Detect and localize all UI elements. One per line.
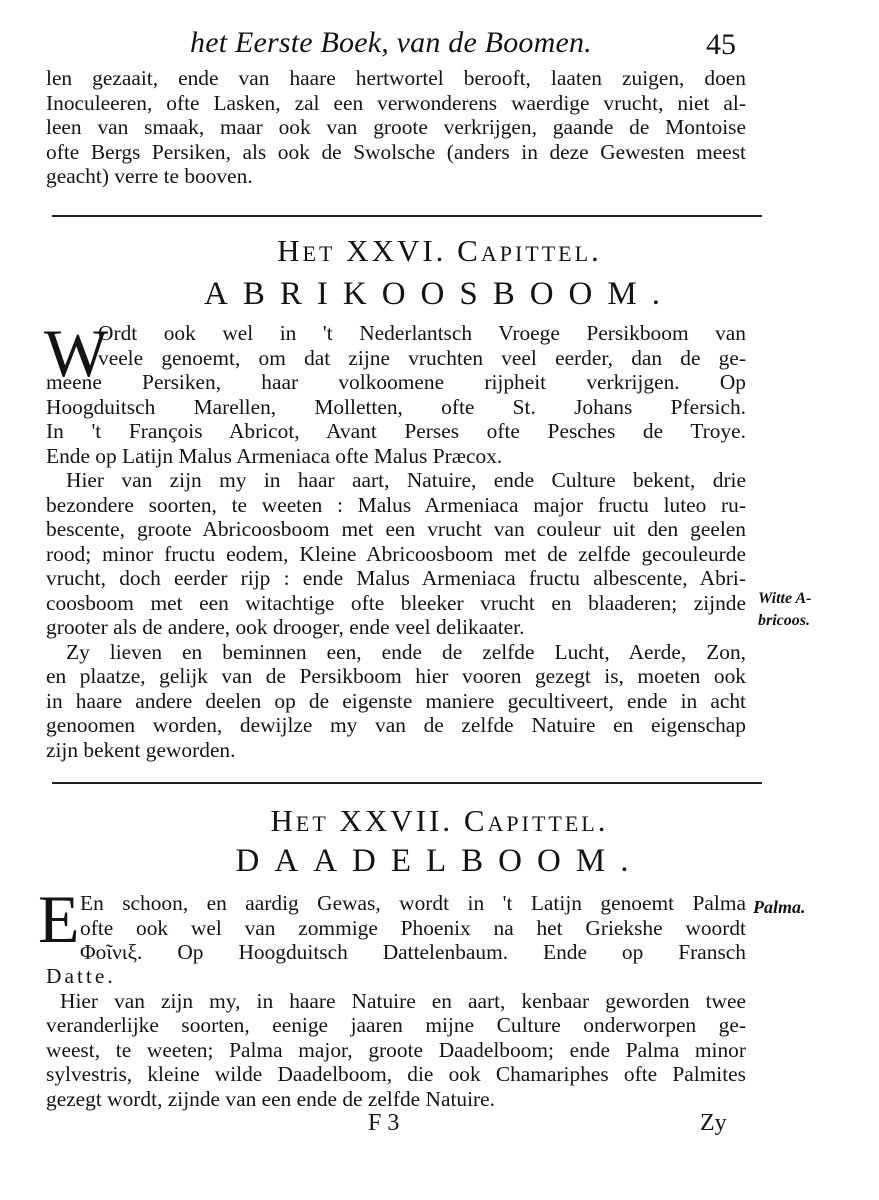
text-line: grooter als de andere, ook drooger, ende veel delikaater. bbox=[46, 615, 525, 639]
text-line: Ordt ook wel in 't Nederlantsch Vroege Persikboom van bbox=[98, 321, 746, 345]
text-line: geacht) verre te booven. bbox=[46, 164, 253, 188]
drop-cap-e: E bbox=[38, 881, 80, 957]
text-line: leen van smaak, maar ook van groote verkrijgen, gaande de Montoise bbox=[46, 115, 746, 139]
section-rule bbox=[52, 782, 762, 784]
text-line: bescente, groote Abricoosboom met een vrucht van couleur uit den geelen bbox=[46, 517, 746, 541]
text-line: veele genoemt, om dat zijne vruchten veel eerder, dan de ge- bbox=[98, 345, 746, 370]
margin-note-line: Palma. bbox=[753, 897, 806, 917]
running-head bbox=[0, 26, 879, 66]
signature-mark: F 3 bbox=[368, 1110, 400, 1136]
text-line: Datte. bbox=[46, 964, 116, 988]
text-line: meene Persiken, haar volkoomene rijpheit verkrijgen. Op bbox=[46, 370, 746, 394]
margin-note-line: bricoos. bbox=[758, 612, 810, 629]
text-line: weest, te weeten; Palma major, groote Daadelboom; ende Palma minor bbox=[46, 1037, 746, 1062]
chapter-heading-26: Het XXVI. Capittel. bbox=[277, 233, 602, 268]
text-line: ofte Bergs Persiken, als ook de Swolsche (anders in deze Gewesten meest bbox=[46, 139, 746, 164]
text-line: coosboom met een witachtige ofte bleeker vrucht en blaaderen; zijnde bbox=[46, 590, 746, 615]
text-line: bezondere soorten, te weeten : Malus Armeniaca major fructu luteo ru- bbox=[46, 492, 746, 517]
text-line: zijn bekent geworden. bbox=[46, 737, 236, 762]
text-line: len gezaait, ende van haare hertwortel berooft, laaten zuigen, doen bbox=[46, 66, 746, 90]
drop-cap-w: W bbox=[44, 315, 109, 391]
text-line: sylvestris, kleine wilde Daadelboom, die ook Chamariphes ofte Palmites bbox=[46, 1062, 746, 1086]
text-line: en plaatze, gelijk van de Persikboom hier vooren gezegt is, moeten ook bbox=[46, 664, 746, 688]
chapter-title-26: ABRIKOOSBOOM. bbox=[204, 276, 675, 312]
chapter27-indented-lines bbox=[80, 891, 746, 965]
margin-note-palma bbox=[753, 896, 806, 918]
text-line: gezegt wordt, zijnde van een ende de zelfde Natuire. bbox=[46, 1086, 495, 1111]
margin-note-line: Witte A- bbox=[758, 590, 812, 607]
text-line: Zy lieven en beminnen een, ende de zelfde Lucht, Aerde, Zon, bbox=[66, 639, 746, 664]
text-line: Hier van zijn my, in haare Natuire en aart, kenbaar geworden twee bbox=[60, 988, 746, 1013]
text-line: Ende op Latijn Malus Armeniaca ofte Malus Præcox. bbox=[46, 443, 503, 468]
text-line: in haare andere deelen op de eigenste maniere gecultiveert, ende in acht bbox=[46, 688, 746, 713]
chapter27-body bbox=[46, 964, 746, 1111]
text-line: Hier van zijn my in haar aart, Natuire, ende Culture bekent, drie bbox=[66, 468, 746, 492]
text-line: Hoogduitsch Marellen, Molletten, ofte St. Johans Pfersich. bbox=[46, 394, 746, 419]
chapter26-indented-lines bbox=[98, 321, 746, 370]
text-line: vrucht, doch eerder rijp : ende Malus Armeniaca fructu albescente, Abri- bbox=[46, 566, 746, 590]
page-number: 45 bbox=[706, 28, 736, 61]
section-rule bbox=[52, 215, 762, 217]
running-head-title: het Eerste Boek, van de Boomen. bbox=[190, 26, 592, 59]
text-line: En schoon, en aardig Gewas, wordt in 't Latijn genoemt Palma bbox=[80, 891, 746, 915]
chapter-title-27: DAADELBOOM. bbox=[235, 843, 644, 879]
chapter-heading-27: Het XXVII. Capittel. bbox=[270, 803, 609, 838]
text-line: Φοῖνιξ. Op Hoogduitsch Dattelenbaum. Ende op Fransch bbox=[80, 940, 746, 964]
top-paragraph bbox=[46, 66, 746, 189]
text-line: rood; minor fructu eodem, Kleine Abricoosboom met de zelfde gecouleurde bbox=[46, 541, 746, 566]
chapter26-body bbox=[46, 370, 746, 762]
margin-note-witte-abricoos bbox=[758, 588, 811, 632]
text-line: ofte ook wel van zommige Phoenix na het Griekshe woordt bbox=[80, 915, 746, 940]
text-line: In 't François Abricot, Avant Perses ofte Pesches de Troye. bbox=[46, 419, 746, 443]
text-line: genoomen worden, dewijlze my van de zelfde Natuire en eigenschap bbox=[46, 713, 746, 737]
text-line: Inoculeeren, ofte Lasken, zal een verwonderens waerdige vrucht, niet al- bbox=[46, 90, 746, 115]
text-line: veranderlijke soorten, eenige jaaren mijne Culture onderworpen ge- bbox=[46, 1013, 746, 1037]
catchword: Zy bbox=[700, 1110, 727, 1136]
